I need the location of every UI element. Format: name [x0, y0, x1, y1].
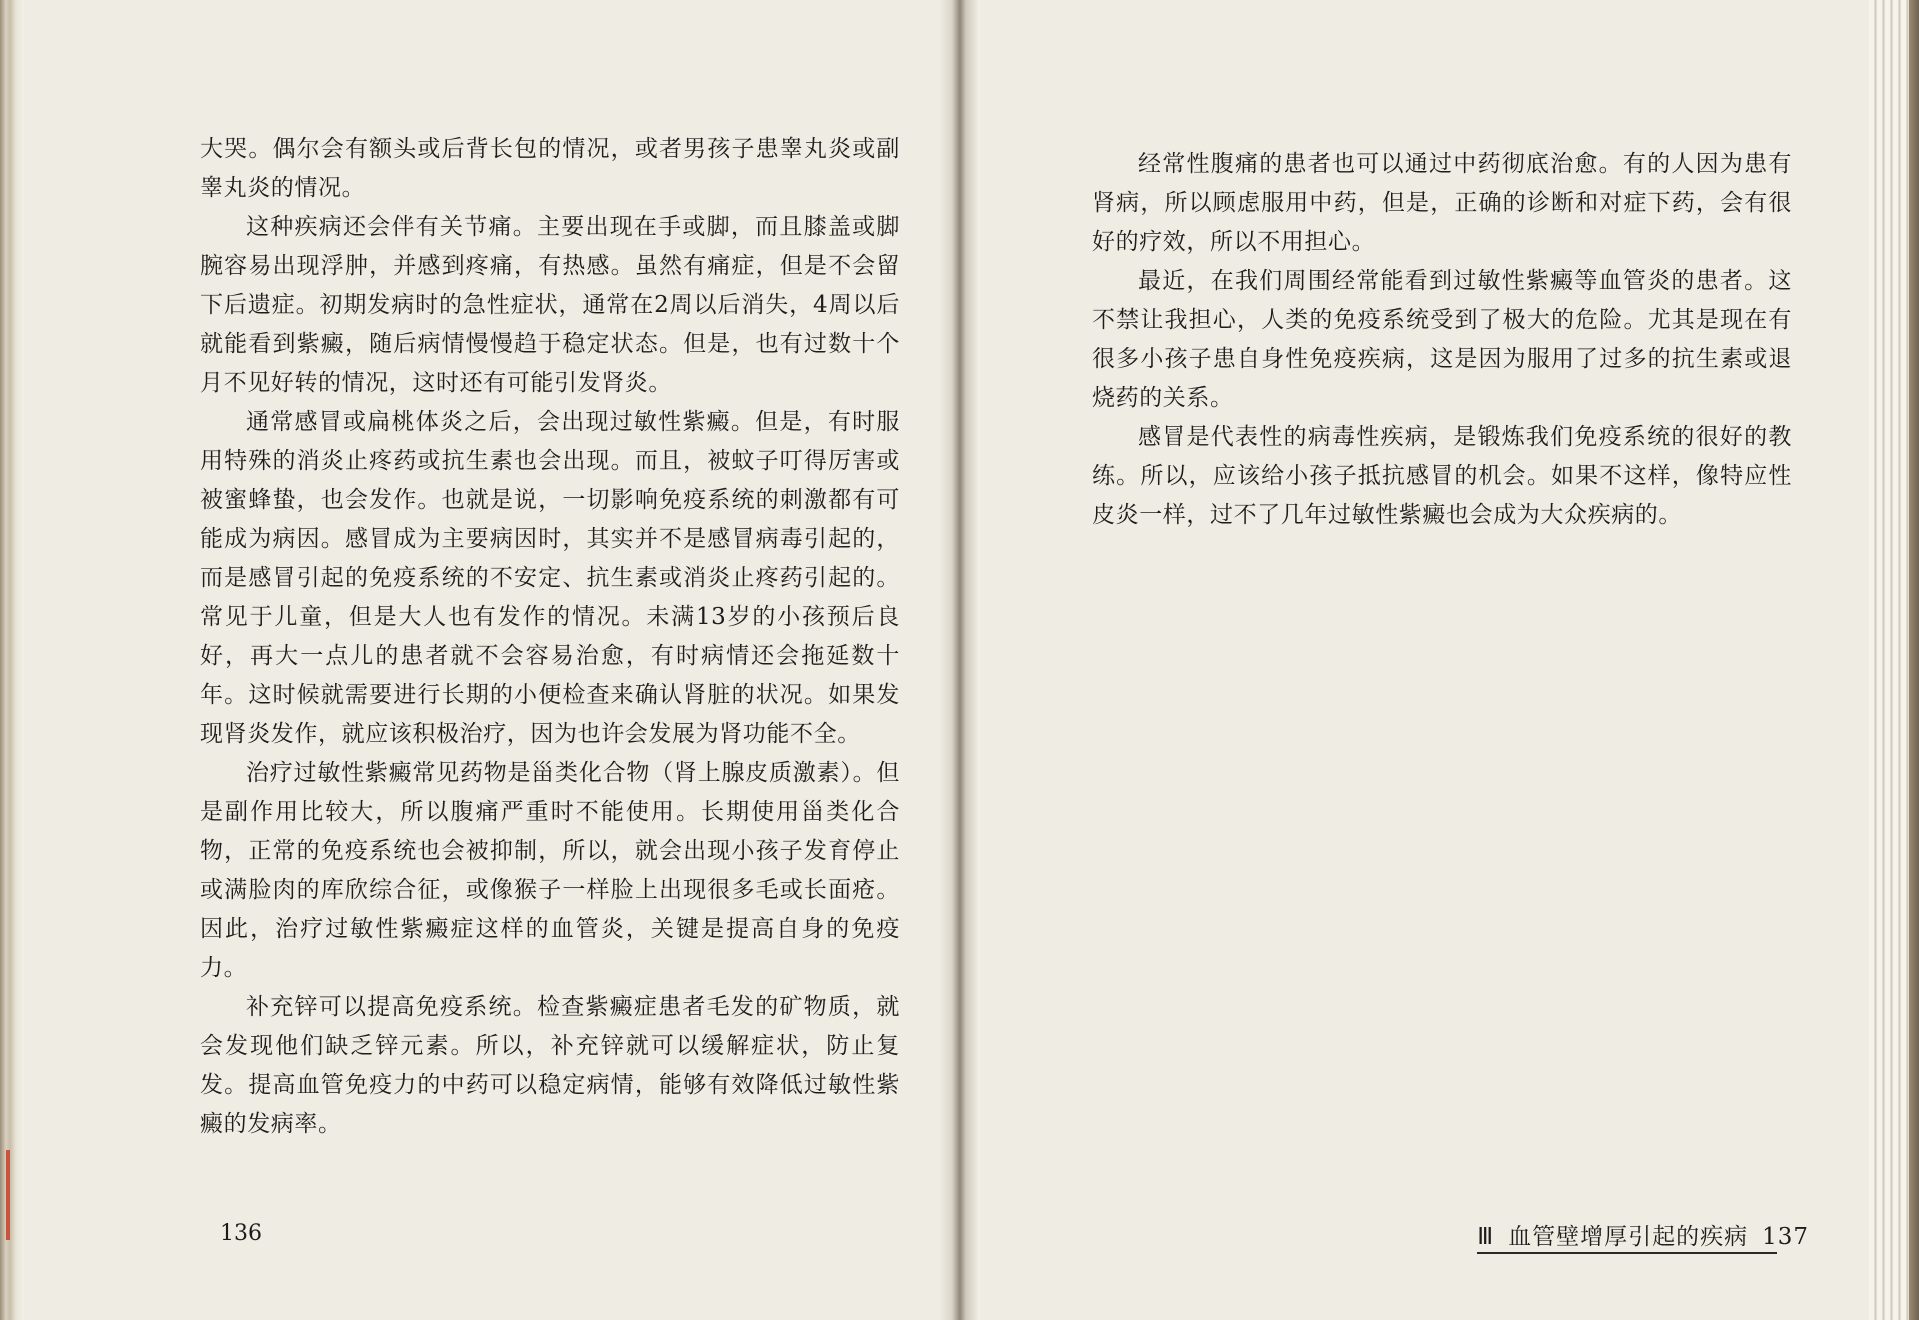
- left-page: [24, 0, 940, 1320]
- right-page-number: 137: [1762, 1224, 1809, 1250]
- left-edge-mark: [6, 1150, 10, 1240]
- paragraph: 大哭。偶尔会有额头或后背长包的情况，或者男孩子患睾丸炎或副睾丸炎的情况。: [200, 136, 900, 201]
- running-head: [1477, 1218, 1809, 1251]
- right-page: [980, 0, 1869, 1320]
- left-page-edge: [0, 0, 24, 1320]
- paragraph: 治疗过敏性紫癜常见药物是甾类化合物（肾上腺皮质激素）。但是副作用比较大，所以腹痛严重时不能使用。长期使用甾类化合物，正常的免疫系统也会被抑制，所以，就会出现小孩子发育停止或满脸肉的库欣综合征，或像猴子一样脸上出现很多毛或长面疮。因此，治疗过敏性紫癜症这样的血管炎，关键是提高自身的免疫力。: [200, 760, 900, 981]
- right-page-body: [1092, 145, 1792, 535]
- paragraph: 最近，在我们周围经常能看到过敏性紫癜等血管炎的患者。这不禁让我担心，人类的免疫系统受到了极大的危险。尤其是现在有很多小孩子患自身性免疫疾病，这是因为服用了过多的抗生素或退烧药的关系。: [1092, 268, 1792, 411]
- book-spine: [940, 0, 980, 1320]
- paragraph: 补充锌可以提高免疫系统。检查紫癜症患者毛发的矿物质，就会发现他们缺乏锌元素。所以，补充锌就可以缓解症状，防止复发。提高血管免疫力的中药可以稳定病情，能够有效降低过敏性紫癜的发病率。: [200, 994, 900, 1137]
- paragraph: 感冒是代表性的病毒性疾病，是锻炼我们免疫系统的很好的教练。所以，应该给小孩子抵抗感冒的机会。如果不这样，像特应性皮炎一样，过不了几年过敏性紫癜也会成为大众疾病的。: [1092, 424, 1792, 528]
- paragraph: 这种疾病还会伴有关节痛。主要出现在手或脚，而且膝盖或脚腕容易出现浮肿，并感到疼痛，有热感。虽然有痛症，但是不会留下后遗症。初期发病时的急性症状，通常在2周以后消失，4周以后就能看到紫癜，随后病情慢慢趋于稳定状态。但是，也有过数十个月不见好转的情况，这时还有可能引发肾炎。: [200, 214, 900, 396]
- left-page-body: [200, 130, 900, 1144]
- running-head-rule: [1477, 1252, 1777, 1254]
- right-cover-edge: [1909, 0, 1919, 1320]
- paragraph: 通常感冒或扁桃体炎之后，会出现过敏性紫癜。但是，有时服用特殊的消炎止疼药或抗生素也会出现。而且，被蚊子叮得厉害或被蜜蜂蛰，也会发作。也就是说，一切影响免疫系统的刺激都有可能成为病因。感冒成为主要病因时，其实并不是感冒病毒引起的，而是感冒引起的免疫系统的不安定、抗生素或消炎止疼药引起的。常见于儿童，但是大人也有发作的情况。未满13岁的小孩预后良好，再大一点儿的患者就不会容易治愈，有时病情还会拖延数十年。这时候就需要进行长期的小便检查来确认肾脏的状况。如果发现肾炎发作，就应该积极治疗，因为也许会发展为肾功能不全。: [200, 409, 900, 747]
- left-page-number: 136: [220, 1221, 262, 1246]
- paragraph: 经常性腹痛的患者也可以通过中药彻底治愈。有的人因为患有肾病，所以顾虑服用中药，但是，正确的诊断和对症下药，会有很好的疗效，所以不用担心。: [1092, 151, 1792, 255]
- chapter-title: 血管壁增厚引起的疾病: [1508, 1224, 1749, 1250]
- chapter-number: Ⅲ: [1477, 1224, 1495, 1250]
